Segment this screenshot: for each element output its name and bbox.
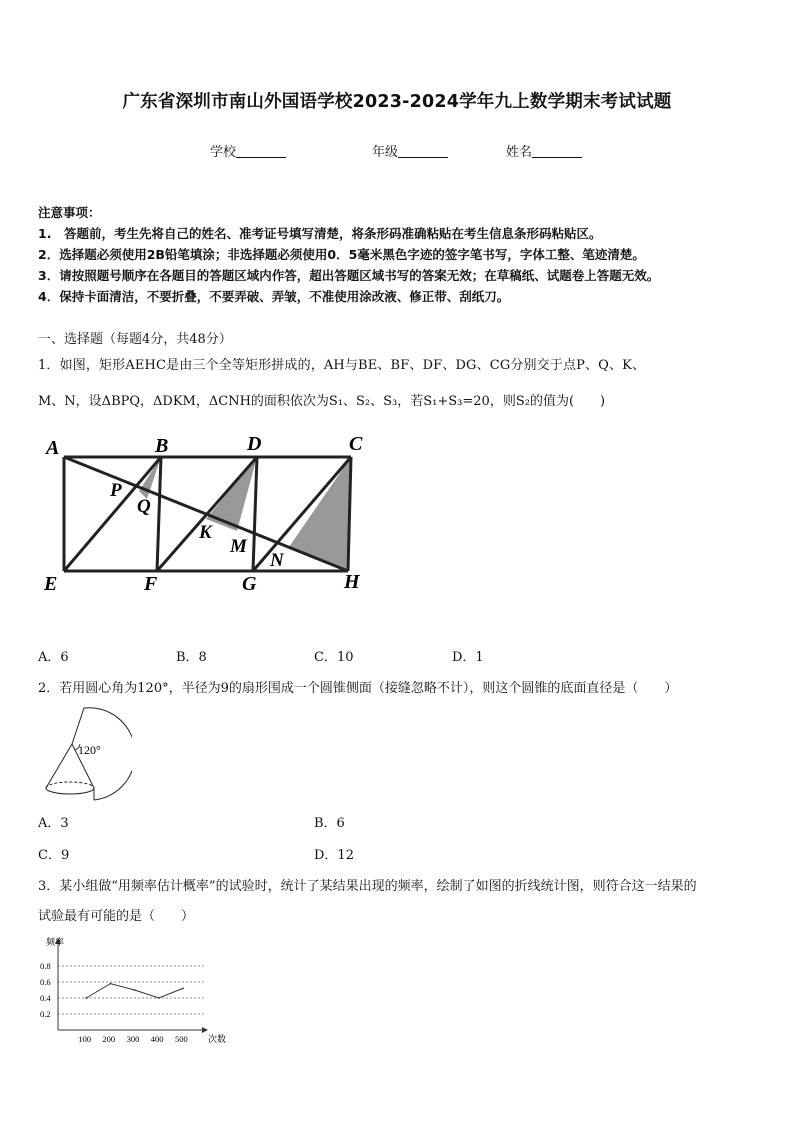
shaded-triangle-dkm: [206, 457, 257, 531]
x-tick-label: 500: [175, 1034, 188, 1044]
x-axis-label: 次数: [208, 1034, 227, 1044]
label-a: A: [46, 437, 60, 459]
label-h: H: [344, 571, 360, 593]
name-blank: [532, 145, 582, 158]
cone-base-back: [46, 782, 94, 788]
q2-option-a[interactable]: A．3: [38, 816, 69, 831]
label-p: P: [110, 480, 122, 501]
q2-option-b[interactable]: B．6: [314, 816, 345, 831]
x-tick-label: 200: [102, 1034, 116, 1044]
x-tick-label: 300: [126, 1034, 140, 1044]
notice-heading: 注意事项：: [38, 205, 101, 220]
data-point: [182, 988, 184, 990]
q3-line1: 3．某小组做“用频率估计概率”的试验时，统计了某结果出现的频率，绘制了如图的折线统计图，则符合这一结果的: [38, 879, 697, 894]
school-field[interactable]: [210, 141, 286, 160]
y-tick-label: 0.8: [40, 961, 51, 971]
data-point: [110, 983, 112, 985]
cone-left-side: [46, 744, 72, 788]
label-f: F: [144, 573, 158, 595]
y-tick-label: 0.4: [40, 993, 51, 1003]
label-n: N: [270, 550, 284, 571]
notice-item-4: 4．保持卡面清洁，不要折叠，不要弄破、弄皱，不准使用涂改液、修正带、刮纸刀。: [38, 289, 510, 304]
q1-line1: 1．如图，矩形AEHC是由三个全等矩形拼成的，AH与BE、BF、DF、DG、CG分别交于点P、Q、K、: [38, 358, 646, 373]
edge-bf: [157, 457, 161, 571]
data-point: [85, 997, 87, 999]
q1-option-b[interactable]: B．8: [176, 650, 207, 665]
q3-line2: 试验最有可能的是（ ）: [38, 909, 195, 924]
q1-option-c[interactable]: C．10: [314, 650, 354, 665]
label-d: D: [247, 433, 262, 455]
q2-option-c[interactable]: C．9: [38, 848, 70, 863]
section-header: 一、选择题（每题4分，共48分）: [38, 332, 232, 347]
data-point: [158, 997, 160, 999]
cone-base-front: [46, 788, 94, 794]
edge-dg: [253, 457, 257, 571]
label-c: C: [349, 433, 363, 455]
grade-blank: [398, 145, 448, 158]
grade-label: 年级: [372, 145, 399, 160]
label-b: B: [155, 435, 169, 457]
q3-chart: [38, 934, 234, 1048]
q1-figure: [38, 428, 378, 600]
q2-option-d[interactable]: D．12: [314, 848, 354, 863]
page-title: 广东省深圳市南山外国语学校2023-2024学年九上数学期末考试试题: [122, 92, 672, 112]
label-k: K: [199, 522, 212, 543]
q2-cone-figure: [42, 704, 132, 802]
label-e: E: [44, 573, 58, 595]
data-point: [134, 989, 136, 991]
school-blank: [236, 145, 286, 158]
grade-field[interactable]: [372, 141, 448, 160]
notice-item-2: 2．选择题必须使用2B铅笔填涂；非选择题必须使用0．5毫米黑色字迹的签字笔书写，字体工整、笔迹清楚。: [38, 247, 645, 262]
shaded-triangle-cnh: [289, 457, 351, 571]
notice-item-1: 1. 答题前，考生先将自己的姓名、准考证号填写清楚，将条形码准确粘贴在考生信息条形码粘贴区。: [38, 226, 602, 241]
x-tick-label: 400: [150, 1034, 164, 1044]
angle-label: 120°: [78, 743, 101, 757]
q1-option-d[interactable]: D．1: [452, 650, 484, 665]
label-q: Q: [137, 496, 151, 517]
school-label: 学校: [210, 145, 237, 160]
y-axis-label: 频率: [46, 937, 65, 947]
q2-text: 2．若用圆心角为120°，半径为9的扇形围成一个圆锥侧面（接缝忽略不计），则这个圆锥的底面直径是（ ）: [38, 681, 678, 696]
x-axis-arrow: [202, 1027, 208, 1033]
y-tick-label: 0.6: [40, 977, 51, 987]
q1-line2: M、N，设ΔBPQ，ΔDKM，ΔCNH的面积依次为S₁、S₂、S₃，若S₁+S₃=20，则S₂的值为( ): [38, 394, 606, 409]
notice-item-3: 3．请按照题号顺序在各题目的答题区域内作答，超出答题区域书写的答案无效；在草稿纸、试题卷上答题无效。: [38, 268, 660, 283]
y-tick-label: 0.2: [40, 1009, 51, 1019]
name-label: 姓名: [506, 145, 533, 160]
label-m: M: [230, 536, 247, 557]
q1-option-a[interactable]: A．6: [38, 650, 69, 665]
x-tick-label: 100: [78, 1034, 91, 1044]
label-g: G: [242, 573, 257, 595]
name-field[interactable]: [506, 141, 582, 160]
